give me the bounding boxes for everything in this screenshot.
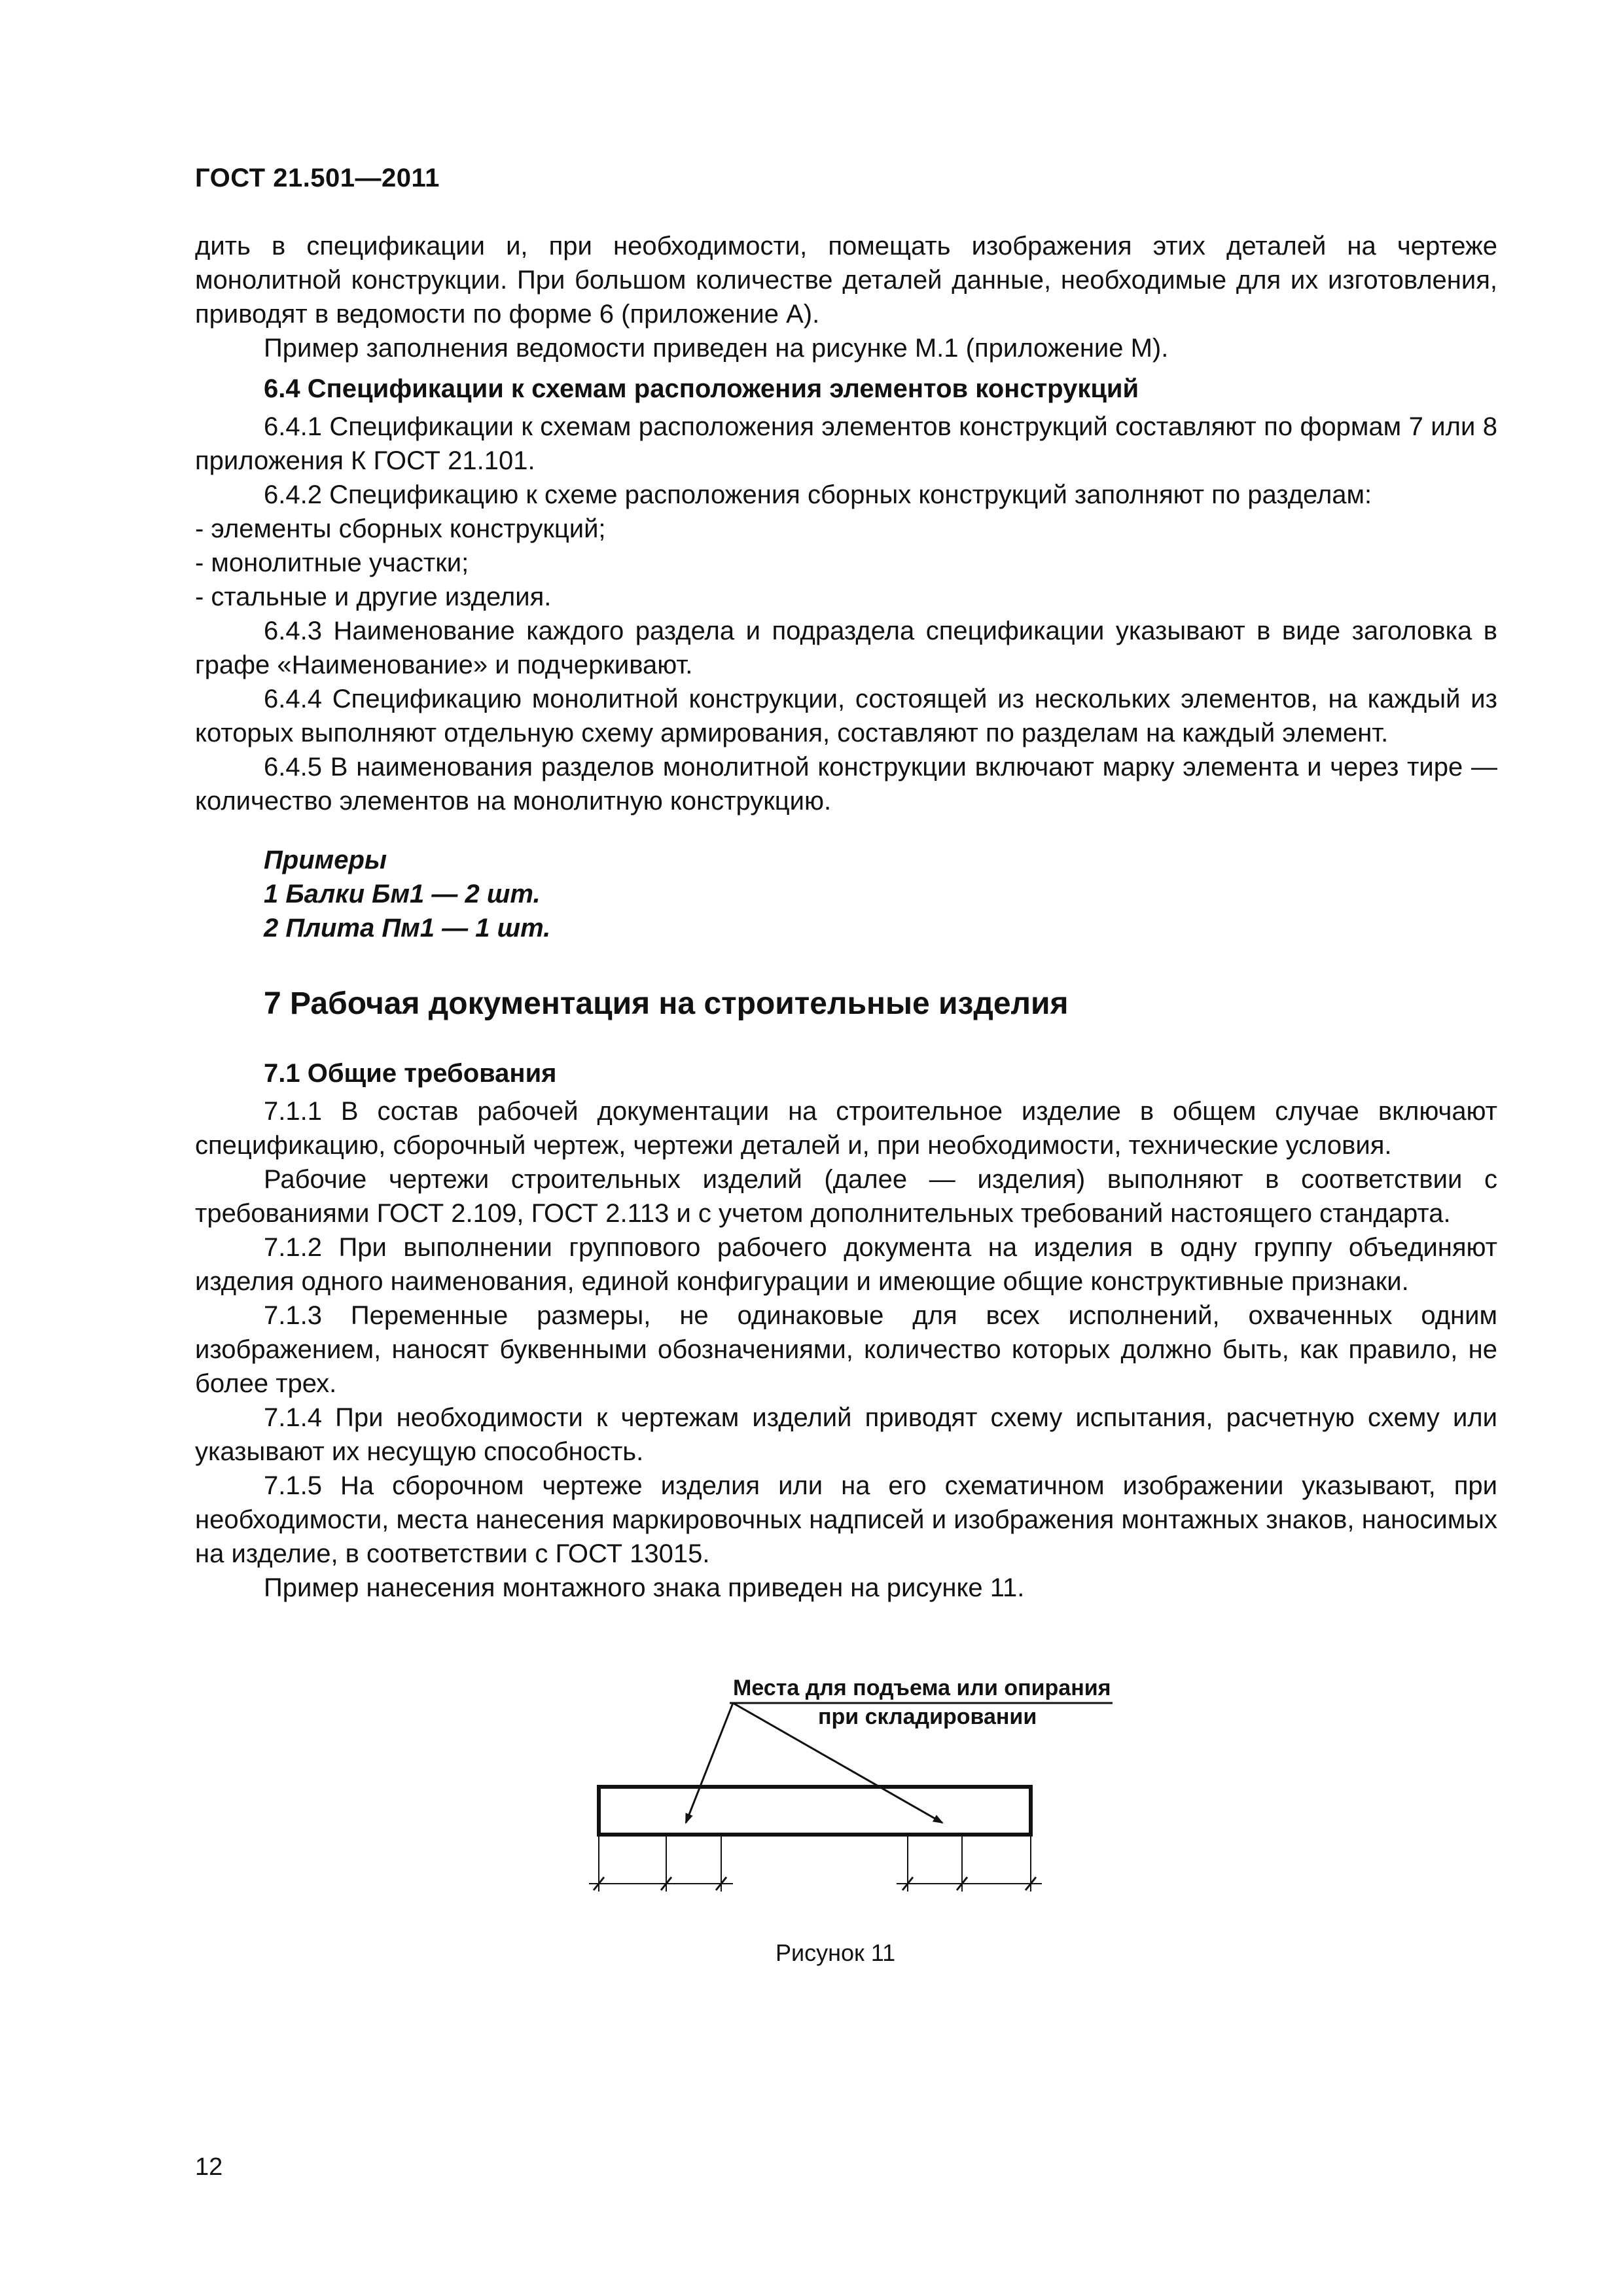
document-body [195,229,1497,1605]
figure-11 [576,1676,1139,1924]
examples-title: Примеры [264,846,387,874]
subsection-heading-6-4: 6.4 Спецификации к схемам расположения элементов конструкций [264,374,1139,403]
paragraph-7-1-2: 7.1.2 При выполнении группового рабочего документа на изделия в одну группу объединяют изделия одного наименования, единой конфигурации и имеющие общие конструктивные признаки. [195,1233,1497,1296]
example-item: 2 Плита Пм1 — 1 шт. [264,914,551,942]
paragraph-6-4-1: 6.4.1 Спецификации к схемам расположения элементов конструкций составляют по формам 7 или 8 приложения К ГОСТ 21.101. [195,412,1497,475]
paragraph-7-1-5: 7.1.5 На сборочном чертеже изделия или на его схематичном изображении указывают, при необходимости, места нанесения маркировочных надписей и изображения монтажных знаков, наносимых на изделие, в соответствии с ГОСТ 13015. [195,1471,1497,1568]
paragraph-6-4-2: 6.4.2 Спецификацию к схеме расположения сборных конструкций заполняют по разделам: [264,480,1372,509]
document-header: ГОСТ 21.501—2011 [195,164,440,192]
section-heading-7: 7 Рабочая документация на строительные изделия [264,986,1069,1021]
paragraph: Рабочие чертежи строительных изделий (далее — изделия) выполняют в соответствии с требованиями ГОСТ 2.109, ГОСТ 2.113 и с учетом дополнительных требований настоящего стандарта. [195,1165,1497,1228]
paragraph-6-4-5: 6.4.5 В наименования разделов монолитной конструкции включают марку элемента и через тире — количество элементов на монолитную конструкцию. [195,753,1497,816]
figure-caption: Рисунок 11 [776,1939,896,1966]
paragraph-7-1-3: 7.1.3 Переменные размеры, не одинаковые для всех исполнений, охваченных одним изображением, наносят буквенными обозначениями, количество которых должно быть, как правило, не более трех. [195,1301,1497,1398]
paragraph-7-1-4: 7.1.4 При необходимости к чертежам изделий приводят схему испытания, расчетную схему или указывают их несущую способность. [195,1403,1497,1466]
list-item: - монолитные участки; [195,548,469,577]
list-item: - стальные и другие изделия. [195,583,552,611]
examples-block [264,843,1497,945]
list-item: - элементы сборных конструкций; [195,514,606,543]
example-item: 1 Балки Бм1 — 2 шт. [264,880,541,908]
paragraph-6-4-4: 6.4.4 Спецификацию монолитной конструкции, состоящей из нескольких элементов, на каждый из которых выполняют отдельную схему армирования, составляют по разделам на каждый элемент. [195,685,1497,747]
leader-arrow-left [686,1703,733,1823]
figure-label: Места для подъема или опирания [733,1676,1111,1700]
page-number: 12 [195,2153,223,2181]
subsection-heading-7-1: 7.1 Общие требования [264,1059,557,1088]
paragraph-6-4-3: 6.4.3 Наименование каждого раздела и подраздела спецификации указывают в виде заголовка в графе «Наименование» и подчеркивают. [195,617,1497,679]
paragraph: Пример заполнения ведомости приведен на рисунке М.1 (приложение М). [264,334,1169,363]
paragraph: Пример нанесения монтажного знака приведен на рисунке 11. [264,1573,1025,1602]
figure-label: при складировании [818,1704,1037,1729]
paragraph-7-1-1: 7.1.1 В состав рабочей документации на строительное изделие в общем случае включают спецификацию, сборочный чертеж, чертежи деталей и, при необходимости, технические условия. [195,1097,1497,1160]
paragraph-continuation: дить в спецификации и, при необходимости, помещать изображения этих деталей на чертеже монолитной конструкции. При большом количестве деталей данные, необходимые для их изготовления, приводят в ведомости по форме 6 (приложение А). [195,232,1497,329]
element-outline [599,1787,1031,1835]
